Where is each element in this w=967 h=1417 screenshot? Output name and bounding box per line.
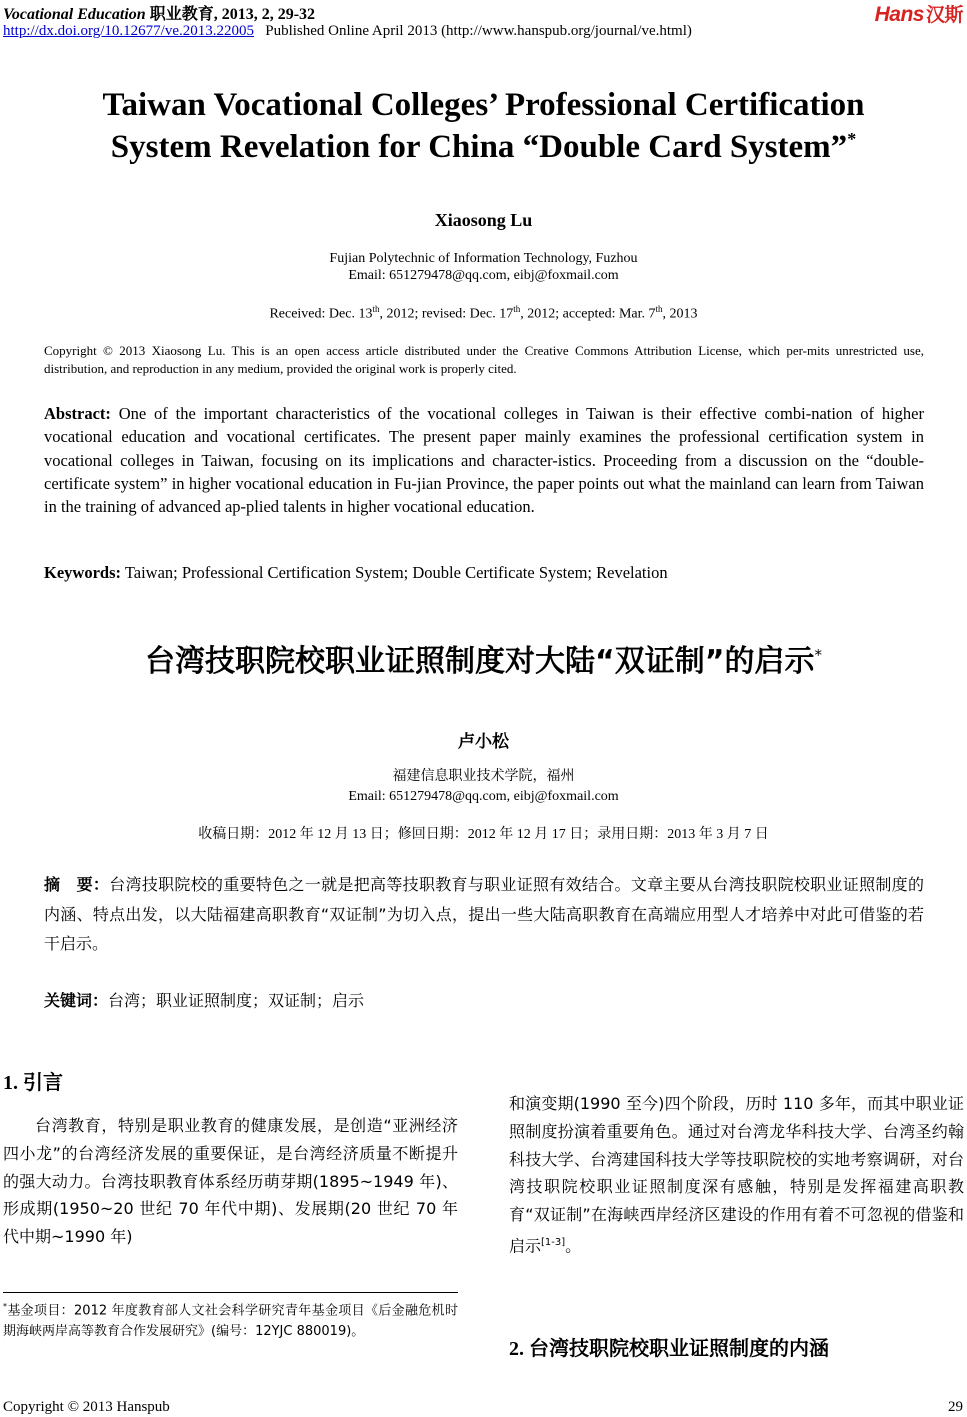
published-online: Published Online April 2013 (http://www.hanspub.org/journal/ve.html): [265, 23, 692, 39]
keywords-text: Taiwan; Professional Certification System; Double Certificate System; Revelation: [121, 563, 668, 582]
abstract-english: [44, 402, 924, 518]
body-column-left: 台湾教育，特别是职业教育的健康发展，是创造“亚洲经济四小龙”的台湾经济发展的重要保证，是台湾经济质量不断提升的强大动力。台湾技职教育体系经历萌芽期(1895~1949 年)、形成期(1950~20 世纪 70 年代中期)、发展期(20 世纪 70 年代中期~1990 年): [3, 1116, 458, 1247]
abstract-text: One of the important characteristics of the vocational colleges in Taiwan is their effective combi-nation of higher vocational education and vocational certificates. The present paper mainly examines the professional certification system in vocational colleges in Taiwan, focusing on its implications and character-istics. Proceeding from a discussion on the “double-certificate system” in higher vocational education in Fu-jian Province, the paper points out what the mainland can learn from Taiwan in the training of advanced ap-plied talents in higher vocational education.: [44, 404, 924, 517]
funding-footnote: [3, 1296, 458, 1342]
footnote-divider: [3, 1292, 458, 1293]
english-title: [0, 84, 967, 168]
author-chinese: 卢小松: [458, 732, 509, 751]
title-footnote-mark: *: [847, 129, 857, 149]
abstract-cn-text: 台湾技职院校的重要特色之一就是把高等技职教育与职业证照有效结合。文章主要从台湾技职院校职业证照制度的内涵、特点出发，以大陆福建高职教育“双证制”为切入点，提出一些大陆高职教育在高端应用型人才培养中对此可借鉴的若干启示。: [44, 875, 924, 953]
keywords-english: [44, 563, 668, 583]
logo-text: Hans: [874, 3, 924, 26]
english-title-line-1: Taiwan Vocational Colleges’ Professional Certification: [102, 87, 865, 123]
author-english: Xiaosong Lu: [434, 210, 533, 230]
keywords-cn-label: 关键词：: [44, 991, 109, 1010]
keywords-label: Keywords:: [44, 563, 121, 582]
journal-header: [3, 1, 315, 24]
footer-copyright: Copyright © 2013 Hanspub: [3, 1399, 170, 1415]
section-2-heading: 2. 台湾技职院校职业证照制度的内涵: [509, 1336, 829, 1360]
keywords-chinese: [44, 988, 364, 1011]
affiliation-chinese: [0, 767, 967, 807]
abstract-cn-label: 摘 要：: [44, 875, 110, 894]
section-1-heading: 1. 引言: [3, 1070, 63, 1094]
title-cn-footnote-mark: *: [814, 646, 822, 664]
citation-ref[interactable]: [1-3]: [541, 1236, 566, 1248]
footnote-text: 基金项目：2012 年度教育部人文社会科学研究青年基金项目《后金融危机时期海峡两岸高等教育合作发展研究》(编号：12YJC 880019)。: [3, 1303, 458, 1340]
journal-info: 职业教育, 2013, 2, 29-32: [145, 6, 316, 23]
page-number: 29: [948, 1399, 963, 1415]
abstract-label: Abstract:: [44, 404, 111, 423]
copyright-notice: Copyright © 2013 Xiaosong Lu. This is an open access article distributed under the Creative Commons Attribution License, which per-mits unrestricted use, distribution, and reproduction in any medium, provided the original work is properly cited.: [44, 343, 924, 376]
hans-logo: [875, 0, 963, 27]
body-column-right: 和演变期(1990 至今)四个阶段，历时 110 多年，而其中职业证照制度扮演着重要角色。通过对台湾龙华科技大学、台湾圣约翰科技大学、台湾建国科技大学等技职院校的实地考察调研，对台湾技职院校职业证照制度深有感触，特别是发挥福建高职教育“双证制”在海峡西岸经济区建设的作用有着不可忽视的借鉴和启示[1-3]。: [509, 1094, 964, 1256]
doi-link[interactable]: http://dx.doi.org/10.12677/ve.2013.22005: [3, 23, 254, 39]
footnote-mark: *: [3, 1302, 7, 1311]
logo-cn: 汉斯: [925, 5, 963, 26]
abstract-chinese: [44, 870, 924, 959]
affiliation-cn-name: 福建信息职业技术学院，福州: [392, 769, 575, 784]
affiliation-english: [0, 250, 967, 284]
publication-info: [3, 23, 692, 40]
dates-english: Received: Dec. 13th, 2012; revised: Dec. 17th, 2012; accepted: Mar. 7th, 2013: [269, 304, 698, 322]
keywords-cn-text: 台湾；职业证照制度；双证制；启示: [108, 991, 365, 1010]
english-title-line-2: System Revelation for China “Double Card System”*: [110, 129, 857, 165]
dates-chinese: 收稿日期：2012 年 12 月 13 日；修回日期：2012 年 12 月 17 日；录用日期：2013 年 3 月 7 日: [198, 827, 769, 842]
chinese-title: 台湾技职院校职业证照制度对大陆“双证制”的启示*: [145, 644, 822, 679]
journal-name: Vocational Education: [3, 6, 146, 23]
author-email: Email: 651279478@qq.com, eibj@foxmail.com: [348, 268, 619, 283]
author-cn-email: Email: 651279478@qq.com, eibj@foxmail.com: [348, 789, 619, 804]
affiliation-name: Fujian Polytechnic of Information Technology, Fuzhou: [329, 251, 638, 266]
